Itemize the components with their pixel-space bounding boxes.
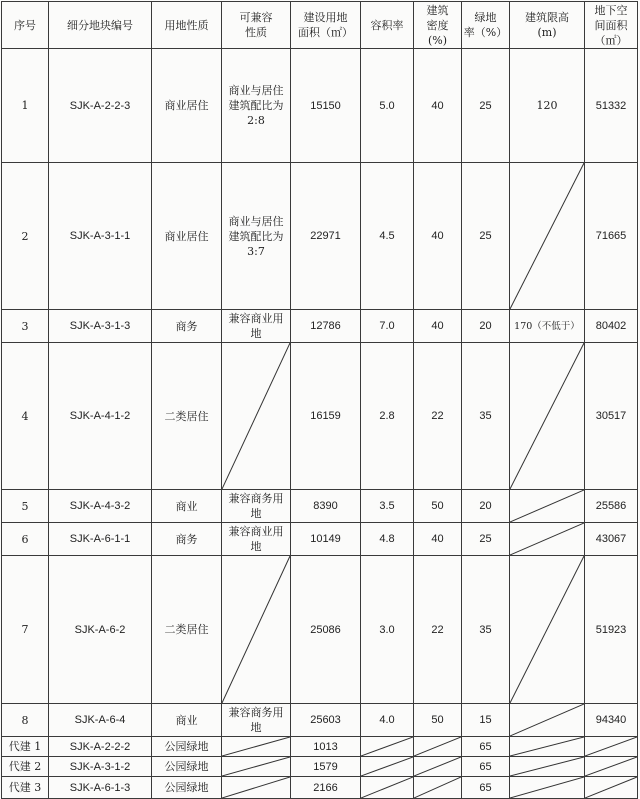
floor-area-ratio-cell xyxy=(361,163,414,310)
underground-area-text: 51923 xyxy=(595,623,627,636)
height-limit-text: 170（不低于） xyxy=(514,321,580,332)
green-ratio-text: 65 xyxy=(479,781,492,794)
land-use-cell xyxy=(152,737,222,757)
floor-area-ratio-cell xyxy=(361,757,414,777)
row-number-cell xyxy=(2,523,49,556)
compatible-use-text: 兼容商务用地 xyxy=(228,492,284,520)
compatible-use-cell xyxy=(222,490,291,523)
diagonal-strike-icon xyxy=(510,556,584,703)
land-use-text: 二类居住 xyxy=(164,623,209,636)
table-row xyxy=(2,310,638,343)
parcel-code-text: SJK-A-4-3-2 xyxy=(69,500,131,512)
green-ratio-cell xyxy=(462,490,510,523)
building-density-cell xyxy=(414,343,462,490)
building-density-cell xyxy=(414,490,462,523)
floor-area-ratio-text: 4.8 xyxy=(379,533,395,545)
underground-area-text: 30517 xyxy=(595,410,627,422)
floor-area-ratio-text: 4.0 xyxy=(379,714,395,726)
green-ratio-text: 25 xyxy=(479,99,492,112)
row-number-text: 3 xyxy=(21,319,29,333)
underground-area-cell xyxy=(585,49,638,163)
parcel-code-cell xyxy=(49,310,152,343)
land-use-cell xyxy=(152,757,222,777)
land-use-text: 二类居住 xyxy=(164,409,209,423)
site-area-cell xyxy=(291,490,361,523)
building-density-text: 22 xyxy=(431,410,444,422)
row-number-text: 7 xyxy=(21,623,29,636)
underground-area-text: 71665 xyxy=(595,230,627,242)
land-use-text: 商业居住 xyxy=(164,229,209,243)
diagonal-strike-icon xyxy=(361,757,413,776)
floor-area-ratio-text: 5.0 xyxy=(379,99,395,112)
site-area-text: 16159 xyxy=(310,410,341,422)
site-area-text: 25603 xyxy=(310,714,341,726)
site-area-text: 2166 xyxy=(313,781,338,794)
building-density-text: 50 xyxy=(431,714,444,726)
compatible-use-cell xyxy=(222,49,291,163)
land-use-text: 商务 xyxy=(175,319,198,333)
building-density-cell xyxy=(414,757,462,777)
site-area-text: 10149 xyxy=(310,533,341,545)
diagonal-strike-icon xyxy=(222,757,290,776)
underground-area-cell xyxy=(585,343,638,490)
height-limit-cell xyxy=(510,777,585,799)
diagonal-strike-icon xyxy=(510,163,584,309)
green-ratio-cell xyxy=(462,343,510,490)
site-area-text: 1013 xyxy=(313,740,338,753)
compatible-use-cell xyxy=(222,523,291,556)
compatible-use-cell xyxy=(222,556,291,704)
height-limit-text: 120 xyxy=(536,99,558,112)
underground-area-text: 80402 xyxy=(595,320,627,332)
diagonal-strike-icon xyxy=(222,556,290,703)
floor-area-ratio-cell xyxy=(361,49,414,163)
parcel-code-cell xyxy=(49,163,152,310)
row-number-cell xyxy=(2,737,49,757)
header-cell xyxy=(414,2,462,49)
green-ratio-text: 15 xyxy=(479,714,492,726)
table-row xyxy=(2,523,638,556)
land-use-cell xyxy=(152,556,222,704)
diagonal-strike-icon xyxy=(510,704,584,736)
diagonal-strike-icon xyxy=(414,737,461,756)
underground-area-cell xyxy=(585,310,638,343)
underground-area-text: 25586 xyxy=(595,500,627,512)
diagonal-strike-icon xyxy=(510,523,584,555)
floor-area-ratio-cell xyxy=(361,310,414,343)
site-area-cell xyxy=(291,310,361,343)
underground-area-text: 51332 xyxy=(595,99,627,112)
parcel-code-cell xyxy=(49,523,152,556)
row-number-cell xyxy=(2,49,49,163)
site-area-text: 12786 xyxy=(310,320,341,332)
height-limit-cell xyxy=(510,757,585,777)
parcel-code-text: SJK-A-2-2-2 xyxy=(69,740,131,753)
land-use-text: 公园绿地 xyxy=(164,760,209,773)
underground-area-cell xyxy=(585,737,638,757)
building-density-cell xyxy=(414,737,462,757)
header-cell xyxy=(510,2,585,49)
header-text: 建设用地 面积（㎡） xyxy=(298,11,353,39)
header-text: 用地性质 xyxy=(164,18,209,32)
parcel-code-cell xyxy=(49,343,152,490)
green-ratio-text: 65 xyxy=(479,760,492,773)
row-number-cell xyxy=(2,556,49,704)
diagonal-strike-icon xyxy=(510,490,584,522)
land-use-text: 商业 xyxy=(175,499,198,513)
row-number-cell xyxy=(2,310,49,343)
underground-area-text: 43067 xyxy=(595,533,627,545)
green-ratio-text: 35 xyxy=(479,410,492,422)
parcel-code-cell xyxy=(49,757,152,777)
compatible-use-text: 商业与居住建筑配比为 3:7 xyxy=(228,214,284,258)
floor-area-ratio-cell xyxy=(361,737,414,757)
header-cell xyxy=(462,2,510,49)
table-row xyxy=(2,737,638,757)
site-area-cell xyxy=(291,49,361,163)
underground-area-cell xyxy=(585,777,638,799)
height-limit-cell xyxy=(510,310,585,343)
site-area-cell xyxy=(291,556,361,704)
header-text: 绿地 率（%） xyxy=(463,11,508,39)
height-limit-cell xyxy=(510,49,585,163)
floor-area-ratio-cell xyxy=(361,490,414,523)
header-cell xyxy=(152,2,222,49)
diagonal-strike-icon xyxy=(510,343,584,489)
green-ratio-cell xyxy=(462,737,510,757)
building-density-text: 50 xyxy=(431,500,444,512)
height-limit-cell xyxy=(510,704,585,737)
header-cell xyxy=(361,2,414,49)
diagonal-strike-icon xyxy=(510,757,584,776)
floor-area-ratio-text: 3.5 xyxy=(379,500,395,512)
compatible-use-text: 兼容商业用地 xyxy=(228,525,284,553)
building-density-text: 40 xyxy=(431,320,444,332)
parcel-code-cell xyxy=(49,704,152,737)
header-cell xyxy=(2,2,49,49)
floor-area-ratio-cell xyxy=(361,556,414,704)
green-ratio-cell xyxy=(462,49,510,163)
compatible-use-text: 兼容商务用地 xyxy=(228,706,284,734)
parcel-code-text: SJK-A-6-4 xyxy=(74,714,126,726)
row-number-text: 4 xyxy=(21,409,29,423)
diagonal-strike-icon xyxy=(222,343,290,489)
diagonal-strike-icon xyxy=(222,777,290,798)
header-text: 可兼容 性质 xyxy=(239,11,273,39)
floor-area-ratio-cell xyxy=(361,343,414,490)
compatible-use-cell xyxy=(222,310,291,343)
building-density-cell xyxy=(414,556,462,704)
land-use-cell xyxy=(152,310,222,343)
site-area-cell xyxy=(291,343,361,490)
compatible-use-cell xyxy=(222,777,291,799)
green-ratio-text: 25 xyxy=(479,230,492,242)
underground-area-cell xyxy=(585,163,638,310)
underground-area-cell xyxy=(585,523,638,556)
parcel-code-text: SJK-A-3-1-3 xyxy=(69,320,131,332)
compatible-use-text: 兼容商业用地 xyxy=(228,312,284,340)
table-body xyxy=(2,49,638,799)
building-density-cell xyxy=(414,523,462,556)
underground-area-cell xyxy=(585,490,638,523)
land-use-cell xyxy=(152,777,222,799)
underground-area-cell xyxy=(585,757,638,777)
parcel-code-cell xyxy=(49,556,152,704)
building-density-cell xyxy=(414,49,462,163)
building-density-text: 40 xyxy=(431,230,444,242)
floor-area-ratio-text: 2.8 xyxy=(379,410,395,422)
land-use-cell xyxy=(152,490,222,523)
height-limit-cell xyxy=(510,490,585,523)
site-area-cell xyxy=(291,777,361,799)
floor-area-ratio-cell xyxy=(361,777,414,799)
height-limit-cell xyxy=(510,523,585,556)
row-number-text: 8 xyxy=(21,713,29,727)
site-area-text: 15150 xyxy=(310,99,341,112)
diagonal-strike-icon xyxy=(414,757,461,776)
header-text: 建筑 密度 (%) xyxy=(426,3,449,47)
parcel-code-text: SJK-A-6-1-3 xyxy=(69,781,131,794)
green-ratio-cell xyxy=(462,777,510,799)
parcel-code-text: SJK-A-6-2 xyxy=(74,623,126,636)
site-area-cell xyxy=(291,757,361,777)
header-text: 容积率 xyxy=(370,18,404,32)
building-density-text: 40 xyxy=(431,99,444,112)
compatible-use-cell xyxy=(222,163,291,310)
parcel-code-text: SJK-A-4-1-2 xyxy=(69,410,131,422)
row-number-text: 2 xyxy=(21,229,29,243)
table-row xyxy=(2,556,638,704)
row-number-text: 5 xyxy=(21,499,29,513)
green-ratio-text: 65 xyxy=(479,740,492,753)
height-limit-cell xyxy=(510,343,585,490)
diagonal-strike-icon xyxy=(585,757,637,776)
site-area-cell xyxy=(291,704,361,737)
site-area-text: 8390 xyxy=(313,500,338,512)
site-area-text: 25086 xyxy=(310,623,341,636)
green-ratio-cell xyxy=(462,704,510,737)
compatible-use-cell xyxy=(222,737,291,757)
land-parcel-table xyxy=(1,1,638,799)
table-row xyxy=(2,49,638,163)
underground-area-cell xyxy=(585,556,638,704)
land-use-text: 公园绿地 xyxy=(164,740,209,753)
land-use-text: 商业居住 xyxy=(164,99,209,112)
header-cell xyxy=(585,2,638,49)
green-ratio-cell xyxy=(462,523,510,556)
header-text: 建筑限高 (m) xyxy=(525,11,569,39)
height-limit-cell xyxy=(510,556,585,704)
land-use-text: 公园绿地 xyxy=(164,781,209,794)
green-ratio-cell xyxy=(462,310,510,343)
diagonal-strike-icon xyxy=(222,737,290,756)
row-number-text: 代建 3 xyxy=(8,781,42,794)
site-area-cell xyxy=(291,737,361,757)
green-ratio-text: 25 xyxy=(479,533,492,545)
header-cell xyxy=(222,2,291,49)
row-number-cell xyxy=(2,490,49,523)
parcel-code-text: SJK-A-2-2-3 xyxy=(69,99,131,112)
floor-area-ratio-text: 4.5 xyxy=(379,230,395,242)
parcel-code-cell xyxy=(49,737,152,757)
parcel-code-cell xyxy=(49,777,152,799)
header-row xyxy=(2,2,638,49)
table-row xyxy=(2,757,638,777)
green-ratio-cell xyxy=(462,757,510,777)
site-area-text: 22971 xyxy=(310,230,341,242)
row-number-cell xyxy=(2,343,49,490)
compatible-use-cell xyxy=(222,757,291,777)
parcel-code-text: SJK-A-3-1-1 xyxy=(69,230,131,242)
header-text: 序号 xyxy=(14,18,36,32)
diagonal-strike-icon xyxy=(585,737,637,756)
floor-area-ratio-cell xyxy=(361,523,414,556)
row-number-text: 代建 1 xyxy=(8,740,42,753)
green-ratio-text: 20 xyxy=(479,500,492,512)
building-density-cell xyxy=(414,310,462,343)
table-row xyxy=(2,490,638,523)
table-row xyxy=(2,163,638,310)
header-text: 地下空 间面积 （㎡） xyxy=(594,3,628,47)
underground-area-text: 94340 xyxy=(595,714,627,726)
parcel-code-cell xyxy=(49,49,152,163)
compatible-use-cell xyxy=(222,704,291,737)
green-ratio-cell xyxy=(462,556,510,704)
site-area-text: 1579 xyxy=(313,760,338,773)
row-number-cell xyxy=(2,777,49,799)
site-area-cell xyxy=(291,523,361,556)
row-number-text: 代建 2 xyxy=(8,760,42,773)
height-limit-cell xyxy=(510,163,585,310)
building-density-cell xyxy=(414,777,462,799)
land-use-text: 商业 xyxy=(175,713,198,727)
row-number-text: 1 xyxy=(21,99,29,112)
table-row xyxy=(2,343,638,490)
table-row xyxy=(2,704,638,737)
table-row xyxy=(2,777,638,799)
land-use-cell xyxy=(152,704,222,737)
height-limit-cell xyxy=(510,737,585,757)
row-number-cell xyxy=(2,704,49,737)
diagonal-strike-icon xyxy=(361,737,413,756)
green-ratio-text: 20 xyxy=(479,320,492,332)
diagonal-strike-icon xyxy=(585,777,637,798)
parcel-code-cell xyxy=(49,490,152,523)
floor-area-ratio-text: 7.0 xyxy=(379,320,395,332)
floor-area-ratio-cell xyxy=(361,704,414,737)
floor-area-ratio-text: 3.0 xyxy=(379,623,395,636)
underground-area-cell xyxy=(585,704,638,737)
land-use-cell xyxy=(152,163,222,310)
land-use-cell xyxy=(152,523,222,556)
header-cell xyxy=(291,2,361,49)
row-number-cell xyxy=(2,163,49,310)
green-ratio-cell xyxy=(462,163,510,310)
land-use-text: 商务 xyxy=(175,532,198,546)
land-use-cell xyxy=(152,49,222,163)
header-cell xyxy=(49,2,152,49)
building-density-text: 22 xyxy=(431,623,444,636)
diagonal-strike-icon xyxy=(414,777,461,798)
compatible-use-cell xyxy=(222,343,291,490)
parcel-code-text: SJK-A-6-1-1 xyxy=(69,533,131,545)
header-text: 细分地块编号 xyxy=(67,18,133,32)
diagonal-strike-icon xyxy=(361,777,413,798)
building-density-text: 40 xyxy=(431,533,444,545)
green-ratio-text: 35 xyxy=(479,623,492,636)
compatible-use-text: 商业与居住建筑配比为 2:8 xyxy=(228,84,284,127)
parcel-code-text: SJK-A-3-1-2 xyxy=(69,760,131,773)
land-use-cell xyxy=(152,343,222,490)
building-density-cell xyxy=(414,704,462,737)
row-number-text: 6 xyxy=(21,532,29,546)
diagonal-strike-icon xyxy=(510,737,584,756)
diagonal-strike-icon xyxy=(510,777,584,798)
building-density-cell xyxy=(414,163,462,310)
site-area-cell xyxy=(291,163,361,310)
row-number-cell xyxy=(2,757,49,777)
